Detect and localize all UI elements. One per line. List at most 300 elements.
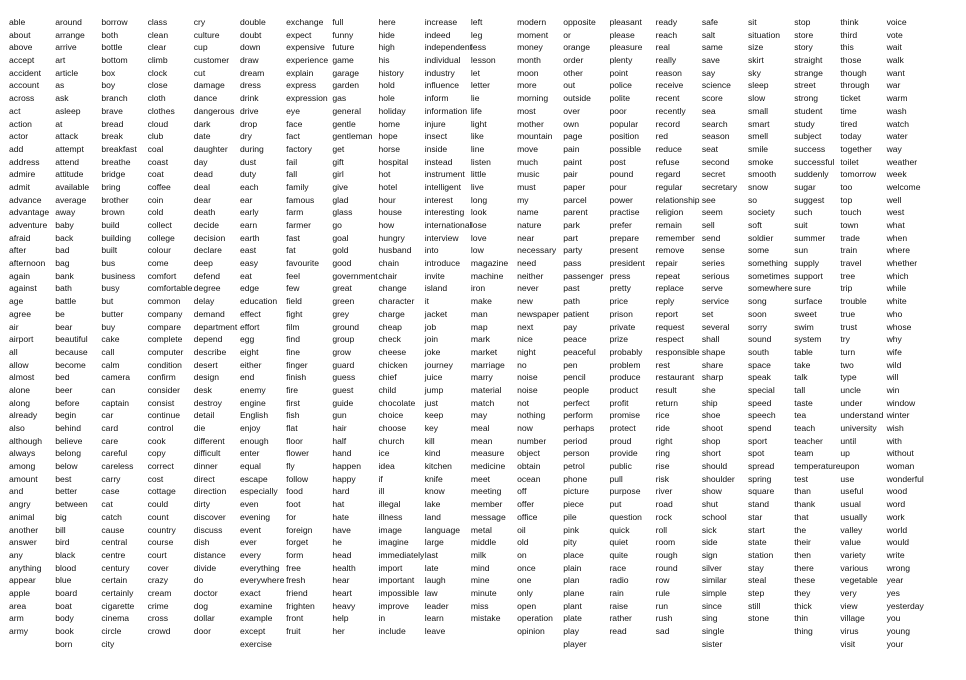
- word-cell: illness: [378, 511, 403, 522]
- word-cell: day: [193, 156, 208, 167]
- word-cell: express: [286, 80, 317, 91]
- word-cell: soldier: [748, 232, 774, 243]
- word-cell: factory: [286, 143, 312, 154]
- word-cell: hot: [378, 169, 391, 180]
- word-cell: profit: [609, 397, 629, 408]
- word-cell: accept: [9, 55, 35, 66]
- word-cell: anything: [9, 562, 42, 573]
- word-cell: night: [517, 346, 536, 357]
- word-cell: cheese: [378, 346, 407, 357]
- word-cell: thing: [794, 626, 813, 636]
- word-cell: club: [147, 131, 164, 142]
- word-cell: dear: [193, 194, 211, 205]
- word-cell: store: [794, 29, 814, 40]
- word-cell: my: [517, 194, 529, 205]
- word-cell: too: [840, 181, 853, 192]
- word-cell: really: [655, 55, 677, 66]
- word-cell: safe: [701, 17, 719, 27]
- word-cell: no: [517, 359, 527, 370]
- word-cell: ask: [55, 93, 69, 104]
- word-cell: college: [147, 232, 175, 243]
- word-cell: peace: [563, 334, 587, 345]
- word-cell: mark: [470, 334, 490, 345]
- word-cell: cat: [101, 499, 113, 510]
- word-cell: imagine: [378, 537, 409, 548]
- word-cell: interest: [424, 194, 453, 205]
- word-cell: bring: [101, 181, 121, 192]
- word-cell: page: [563, 131, 583, 142]
- word-cell: important: [378, 575, 415, 586]
- word-cell: plenty: [609, 55, 633, 66]
- word-cell: break: [101, 131, 123, 142]
- word-cell: engine: [239, 397, 266, 408]
- word-cell: arrange: [55, 29, 85, 40]
- word-cell: everywhere: [239, 575, 285, 586]
- word-cell: just: [424, 397, 439, 408]
- word-cell: sun: [794, 245, 809, 256]
- word-cell: how: [378, 220, 395, 230]
- word-cell: the: [794, 524, 807, 535]
- word-cell: sense: [701, 245, 725, 256]
- word-cell: example: [239, 613, 273, 624]
- word-cell: table: [794, 346, 813, 357]
- word-cell: second: [701, 156, 730, 167]
- word-cell: summer: [794, 232, 826, 243]
- word-cell: little: [470, 169, 487, 180]
- word-cell: experience: [286, 55, 329, 66]
- word-cell: mind: [470, 562, 490, 573]
- word-cell: half: [332, 435, 347, 446]
- word-cell: ring: [655, 448, 670, 459]
- word-cell: measure: [470, 448, 505, 459]
- word-grid: [9, 16, 933, 663]
- word-cell: sport: [748, 435, 768, 446]
- word-cell: form: [286, 549, 304, 560]
- word-cell: use: [840, 473, 855, 484]
- word-cell: oil: [517, 524, 526, 535]
- word-cell: slow: [748, 93, 766, 104]
- word-cell: respect: [655, 334, 684, 345]
- word-cell: tall: [794, 384, 806, 395]
- word-cell: spend: [748, 423, 772, 433]
- word-cell: milk: [470, 549, 487, 560]
- word-cell: here: [378, 17, 396, 27]
- word-cell: glad: [332, 194, 349, 205]
- word-cell: prefer: [609, 220, 632, 230]
- word-cell: job: [424, 321, 437, 332]
- word-cell: dish: [193, 537, 210, 548]
- word-cell: describe: [193, 346, 227, 357]
- word-cell: daughter: [193, 143, 228, 154]
- word-cell: independent: [424, 42, 472, 53]
- word-cell: come: [147, 258, 169, 269]
- word-cell: information: [424, 105, 468, 116]
- word-cell: that: [794, 511, 809, 522]
- word-cell: garage: [332, 67, 360, 78]
- word-cell: upon: [840, 461, 860, 472]
- word-cell: battle: [55, 296, 77, 307]
- word-cell: accident: [9, 67, 42, 78]
- word-cell: start: [748, 524, 765, 535]
- word-cell: necessary: [517, 245, 557, 256]
- word-cell: brave: [101, 105, 123, 116]
- word-cell: foot: [286, 499, 301, 510]
- word-cell: eye: [286, 105, 300, 116]
- word-cell: condition: [147, 359, 182, 370]
- word-cell: so: [748, 194, 758, 205]
- word-cell: begin: [55, 410, 77, 421]
- word-cell: not: [517, 397, 530, 408]
- word-cell: tired: [840, 118, 858, 129]
- word-cell: ticket: [840, 93, 861, 104]
- word-cell: road: [655, 499, 673, 510]
- word-cell: different: [193, 435, 225, 446]
- word-cell: spring: [748, 473, 772, 484]
- word-cell: part: [563, 232, 579, 243]
- word-cell: sad: [655, 626, 670, 636]
- word-cell: cake: [101, 334, 120, 345]
- word-cell: body: [55, 613, 74, 624]
- word-cell: silver: [701, 562, 722, 573]
- word-cell: event: [239, 524, 261, 535]
- word-cell: admit: [9, 181, 31, 192]
- word-cell: only: [517, 587, 533, 598]
- word-cell: bread: [101, 118, 124, 129]
- word-cell: wrong: [886, 562, 910, 573]
- word-cell: perhaps: [563, 423, 595, 433]
- word-cell: foreign: [286, 524, 313, 535]
- word-cell: new: [517, 296, 533, 307]
- word-cell: usual: [840, 499, 861, 510]
- word-cell: ground: [332, 321, 360, 332]
- word-cell: player: [563, 638, 587, 649]
- word-cell: fact: [286, 131, 300, 142]
- word-cell: ear: [239, 194, 253, 205]
- word-cell: government: [332, 270, 378, 281]
- word-cell: cigarette: [101, 600, 135, 611]
- word-cell: poor: [609, 105, 627, 116]
- word-cell: dollar: [193, 613, 215, 624]
- word-cell: on: [517, 549, 527, 560]
- word-cell: fall: [286, 169, 298, 180]
- word-cell: chicken: [378, 359, 408, 370]
- word-cell: her: [332, 626, 345, 636]
- word-cell: series: [701, 258, 725, 269]
- word-cell: young: [886, 626, 910, 636]
- word-cell: rush: [655, 613, 673, 624]
- word-cell: easy: [239, 258, 259, 269]
- word-cell: hold: [378, 80, 395, 91]
- word-cell: end: [239, 372, 255, 383]
- word-cell: seat: [701, 143, 719, 154]
- word-cell: insect: [424, 131, 448, 142]
- word-cell: what: [886, 220, 905, 230]
- word-cell: look: [470, 207, 487, 218]
- word-cell: metal: [470, 524, 492, 535]
- word-cell: petrol: [563, 461, 585, 472]
- word-cell: private: [609, 321, 636, 332]
- word-cell: big: [55, 511, 67, 522]
- word-cell: ever: [239, 537, 257, 548]
- word-cell: weather: [886, 156, 918, 167]
- word-cell: careless: [101, 461, 134, 472]
- word-cell: hear: [332, 575, 350, 586]
- word-cell: trust: [840, 321, 858, 332]
- word-cell: rock: [655, 511, 672, 522]
- word-cell: drink: [239, 93, 259, 104]
- word-cell: run: [655, 600, 669, 611]
- word-cell: possible: [609, 143, 641, 154]
- word-cell: collect: [147, 220, 172, 230]
- word-cell: material: [470, 384, 502, 395]
- word-cell: horse: [378, 143, 400, 154]
- word-cell: but: [101, 296, 114, 307]
- word-cell: enough: [239, 435, 269, 446]
- word-cell: hand: [332, 448, 352, 459]
- word-cell: tree: [840, 270, 856, 281]
- word-cell: serve: [701, 283, 723, 294]
- word-cell: bag: [55, 258, 70, 269]
- word-cell: need: [517, 258, 537, 269]
- word-cell: sea: [701, 105, 716, 116]
- word-cell: hungry: [378, 232, 405, 243]
- word-cell: opposite: [563, 17, 596, 27]
- word-cell: coin: [147, 194, 164, 205]
- word-cell: request: [655, 321, 685, 332]
- word-cell: miss: [470, 600, 489, 611]
- word-cell: arrive: [55, 42, 77, 53]
- word-cell: map: [470, 321, 488, 332]
- word-cell: forget: [286, 537, 309, 548]
- word-cell: confirm: [147, 372, 176, 383]
- word-cell: they: [794, 587, 811, 598]
- word-cell: yesterday: [886, 600, 924, 611]
- word-cell: pen: [563, 359, 578, 370]
- word-cell: well: [886, 194, 902, 205]
- word-cell: year: [886, 575, 904, 586]
- word-cell: comfort: [147, 270, 177, 281]
- word-cell: speech: [748, 410, 776, 421]
- word-cell: enemy: [239, 384, 266, 395]
- word-cell: welcome: [886, 181, 921, 192]
- word-cell: pass: [563, 258, 582, 269]
- word-cell: fight: [286, 308, 303, 319]
- word-cell: perform: [563, 410, 593, 421]
- word-cell: instrument: [424, 169, 465, 180]
- word-cell: refuse: [655, 156, 680, 167]
- word-cell: regular: [655, 181, 683, 192]
- word-cell: dangerous: [193, 105, 235, 116]
- word-cell: inform: [424, 93, 449, 104]
- word-cell: expression: [286, 93, 328, 104]
- word-cell: near: [517, 232, 535, 243]
- word-cell: meeting: [470, 486, 502, 497]
- word-cell: call: [101, 346, 115, 357]
- word-cell: orange: [563, 42, 591, 53]
- word-cell: answer: [9, 537, 37, 548]
- word-cell: remain: [655, 220, 682, 230]
- word-cell: recently: [655, 105, 686, 116]
- word-cell: almost: [9, 372, 35, 383]
- word-cell: morning: [517, 93, 549, 104]
- word-cell: try: [840, 334, 850, 345]
- word-cell: gentle: [332, 118, 356, 129]
- word-cell: low: [470, 245, 484, 256]
- word-cell: help: [332, 613, 349, 624]
- word-cell: air: [9, 321, 19, 332]
- word-cell: dust: [239, 156, 257, 167]
- word-cell: shape: [701, 346, 726, 357]
- word-cell: obtain: [517, 461, 541, 472]
- word-cell: newspaper: [517, 308, 560, 319]
- word-cell: sharp: [701, 372, 724, 383]
- word-cell: protect: [609, 423, 636, 433]
- word-cell: true: [840, 308, 856, 319]
- word-cell: compare: [147, 321, 181, 332]
- word-cell: pity: [563, 537, 577, 548]
- word-cell: cut: [193, 67, 206, 78]
- word-cell: court: [147, 549, 167, 560]
- word-cell: wife: [886, 346, 902, 357]
- word-cell: behind: [55, 423, 81, 433]
- word-cell: cloud: [147, 118, 169, 129]
- word-cell: there: [794, 562, 814, 573]
- word-cell: choose: [378, 423, 407, 433]
- word-cell: dark: [193, 118, 211, 129]
- word-cell: shop: [701, 435, 721, 446]
- word-cell: free: [286, 562, 301, 573]
- word-cell: teach: [794, 423, 816, 433]
- word-cell: paper: [563, 181, 586, 192]
- word-cell: nature: [517, 220, 542, 230]
- word-cell: agree: [9, 308, 31, 319]
- word-cell: hide: [378, 29, 395, 40]
- word-cell: shoulder: [701, 473, 735, 484]
- word-cell: strong: [794, 93, 819, 104]
- word-cell: keep: [424, 410, 444, 421]
- word-cell: floor: [286, 435, 303, 446]
- word-cell: industry: [424, 67, 455, 78]
- word-cell: usually: [840, 511, 868, 522]
- word-cell: address: [9, 156, 40, 167]
- word-cell: kind: [424, 448, 441, 459]
- word-cell: you: [886, 613, 901, 624]
- word-cell: pour: [609, 181, 627, 192]
- word-cell: parent: [563, 207, 588, 218]
- word-cell: built: [101, 245, 118, 256]
- word-cell: live: [470, 181, 484, 192]
- word-cell: seem: [701, 207, 723, 218]
- word-cell: cream: [147, 587, 172, 598]
- word-cell: search: [701, 118, 728, 129]
- word-cell: sit: [748, 17, 757, 27]
- word-cell: around: [55, 17, 82, 27]
- word-cell: juice: [424, 372, 443, 383]
- word-cell: woman: [886, 461, 915, 472]
- word-cell: marriage: [470, 359, 505, 370]
- word-cell: put: [609, 499, 622, 510]
- word-cell: guide: [332, 397, 354, 408]
- word-cell: think: [840, 17, 859, 27]
- word-cell: animal: [9, 511, 35, 522]
- word-cell: success: [794, 143, 826, 154]
- word-cell: ill: [378, 486, 385, 497]
- word-cell: box: [101, 67, 116, 78]
- word-cell: direct: [193, 473, 215, 484]
- word-cell: either: [239, 359, 262, 370]
- word-cell: coffee: [147, 181, 171, 192]
- word-cell: exact: [239, 587, 261, 598]
- word-cell: arm: [9, 613, 24, 624]
- word-cell: roll: [655, 524, 668, 535]
- word-cell: clothes: [147, 105, 175, 116]
- word-cell: town: [840, 220, 859, 230]
- word-cell: soon: [748, 308, 767, 319]
- word-cell: salt: [701, 29, 716, 40]
- word-cell: soft: [748, 220, 762, 230]
- word-cell: crazy: [147, 575, 169, 586]
- word-cell: uncle: [840, 384, 861, 395]
- word-cell: most: [517, 105, 536, 116]
- word-cell: earn: [239, 220, 258, 230]
- word-cell: kitchen: [424, 461, 452, 472]
- word-cell: subject: [794, 131, 822, 142]
- word-cell: spread: [748, 461, 775, 472]
- word-cell: wish: [886, 423, 904, 433]
- word-cell: trip: [840, 283, 853, 294]
- word-cell: neither: [517, 270, 544, 281]
- word-cell: same: [701, 42, 723, 53]
- word-cell: family: [286, 181, 309, 192]
- word-cell: wash: [886, 105, 907, 116]
- word-cell: finger: [286, 359, 308, 370]
- word-cell: fresh: [286, 575, 306, 586]
- word-cell: write: [886, 549, 905, 560]
- word-cell: much: [517, 156, 539, 167]
- word-cell: police: [609, 80, 632, 91]
- word-cell: food: [286, 486, 303, 497]
- word-cell: which: [886, 270, 909, 281]
- word-cell: between: [55, 499, 88, 510]
- word-cell: must: [517, 181, 536, 192]
- word-cell: suggest: [794, 194, 825, 205]
- word-cell: sleep: [748, 80, 769, 91]
- word-cell: country: [147, 524, 176, 535]
- word-cell: see: [701, 194, 716, 205]
- word-cell: shoe: [701, 410, 721, 421]
- word-cell: intelligent: [424, 181, 461, 192]
- word-cell: cold: [147, 207, 164, 218]
- word-cell: famous: [286, 194, 315, 205]
- word-cell: order: [563, 55, 584, 66]
- word-cell: plate: [563, 613, 582, 624]
- word-cell: eat: [239, 270, 252, 281]
- word-cell: die: [193, 423, 206, 433]
- word-cell: control: [147, 423, 174, 433]
- word-cell: two: [840, 359, 854, 370]
- word-cell: speak: [748, 372, 771, 383]
- word-cell: both: [101, 29, 119, 40]
- word-cell: cost: [147, 473, 164, 484]
- word-cell: tea: [794, 410, 807, 421]
- word-cell: cause: [101, 524, 125, 535]
- word-cell: count: [147, 511, 169, 522]
- word-cell: complete: [147, 334, 183, 345]
- word-cell: read: [609, 626, 627, 636]
- word-cell: hospital: [378, 156, 409, 167]
- word-cell: save: [701, 55, 720, 66]
- word-cell: area: [9, 600, 27, 611]
